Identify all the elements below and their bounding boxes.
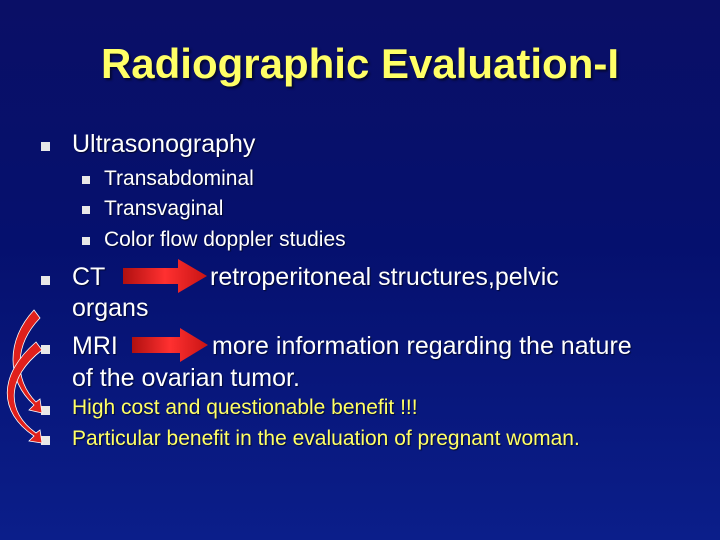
- sub-item-transabdominal: Transabdominal: [104, 167, 254, 190]
- ct-arrow-icon: [123, 259, 207, 293]
- mri-description: more information regarding the nature: [212, 332, 632, 360]
- pregnant-woman-item: Particular benefit in the evaluation of pregnant woman.: [72, 427, 580, 450]
- high-cost-item: High cost and questionable benefit !!!: [72, 396, 418, 419]
- sub-item-color-flow-doppler: Color flow doppler studies: [104, 228, 346, 251]
- mri-label: MRI: [72, 332, 118, 360]
- ct-label: CT: [72, 263, 106, 291]
- ultrasonography-item: Ultrasonography: [72, 130, 256, 158]
- ct-description: retroperitoneal structures,pelvic: [210, 263, 559, 291]
- ct-description-continuation: organs: [72, 294, 149, 322]
- mri-description-continuation: of the ovarian tumor.: [72, 364, 300, 392]
- sub-item-transvaginal: Transvaginal: [104, 197, 224, 220]
- slide-title: Radiographic Evaluation-I: [100, 40, 620, 87]
- mri-arrow-icon: [132, 328, 208, 362]
